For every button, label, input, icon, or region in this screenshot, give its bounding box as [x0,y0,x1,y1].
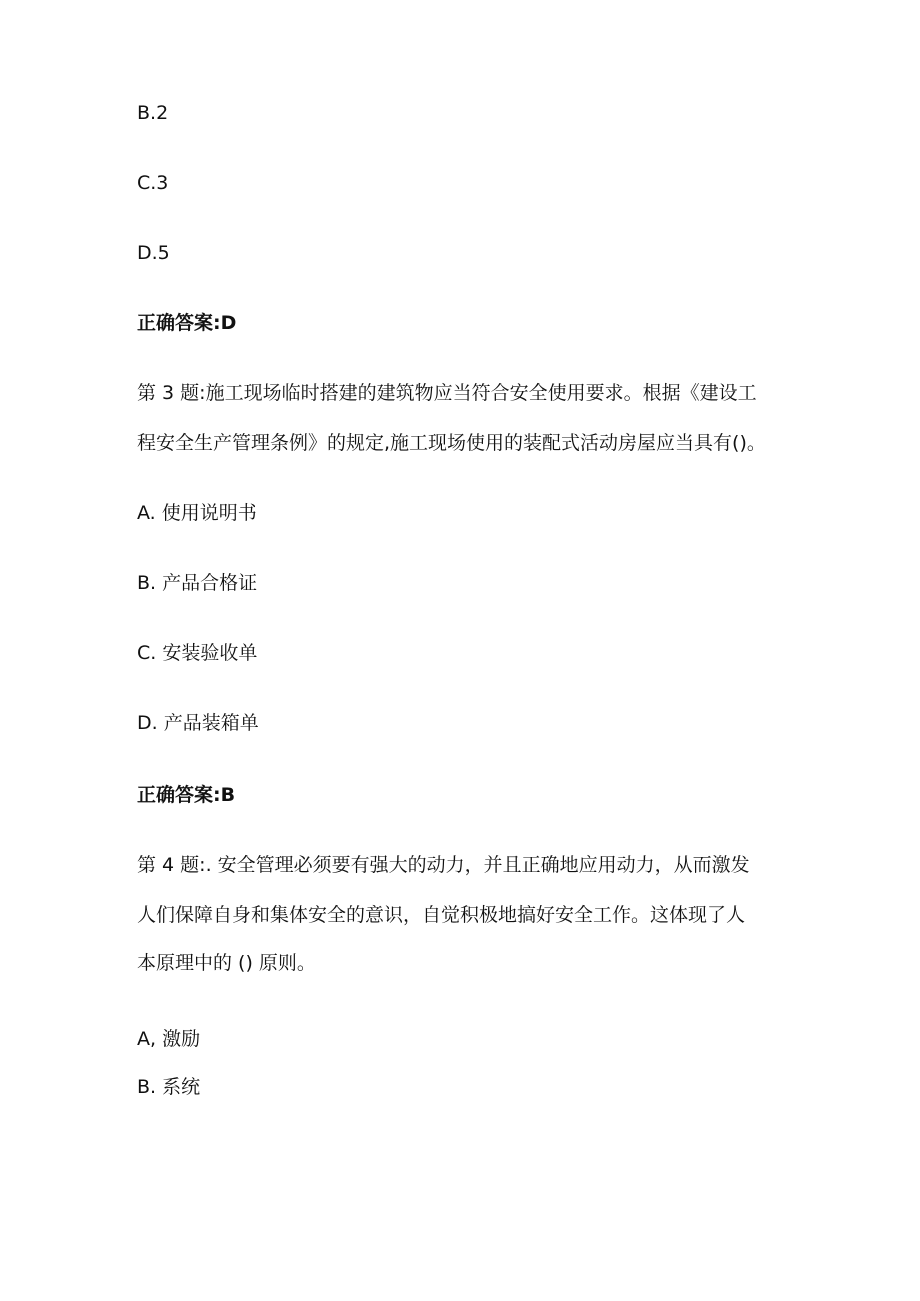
option-b-q3: B. 产品合格证 [137,572,258,594]
option-b-q4: B. 系统 [137,1076,201,1098]
option-c-q2: C.3 [137,172,169,194]
question-4-line-3: 本原理中的 () 原则。 [137,952,316,974]
question-3-line-1: 第 3 题:施工现场临时搭建的建筑物应当符合安全使用要求。根据《建设工 [137,382,757,404]
option-a-q3: A. 使用说明书 [137,502,257,524]
question-3-line-2: 程安全生产管理条例》的规定,施工现场使用的装配式活动房屋应当具有()。 [137,432,766,454]
question-4-line-1: 第 4 题:. 安全管理必须要有强大的动力，并且正确地应用动力，从而激发 [137,854,750,876]
option-b-q2: B.2 [137,102,169,124]
correct-answer-q3: 正确答案:B [137,784,236,806]
question-4-line-2: 人们保障自身和集体安全的意识，自觉积极地搞好安全工作。这体现了人 [137,904,746,926]
option-d-q2: D.5 [137,242,170,264]
option-d-q3: D. 产品装箱单 [137,712,259,734]
option-c-q3: C. 安装验收单 [137,642,258,664]
option-a-q4: A, 激励 [137,1028,201,1050]
correct-answer-q2: 正确答案:D [137,312,237,334]
